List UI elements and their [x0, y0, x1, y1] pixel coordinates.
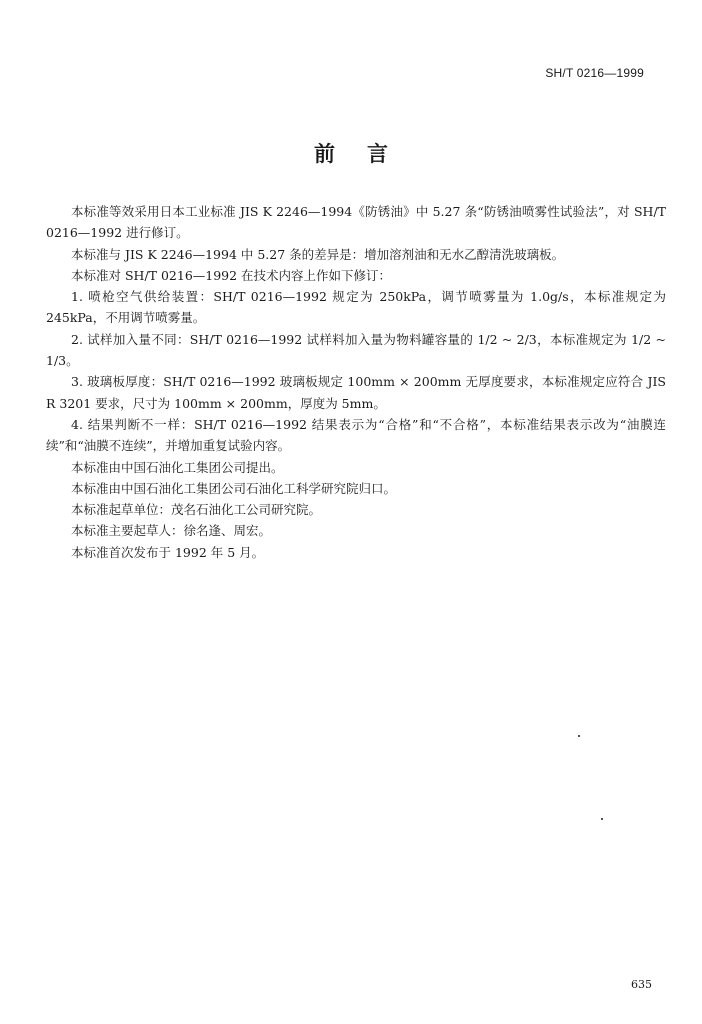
- paragraph-revision-4: 4. 结果判断不一样：SH/T 0216—1992 结果表示为“合格”和“不合格”，本标准结果表示改为“油膜连续”和“油膜不连续”，并增加重复试验内容。: [46, 416, 666, 454]
- paragraph-drafting-unit: 本标准起草单位：茂名石油化工公司研究院。: [71, 502, 322, 518]
- paragraph-first-issue: 本标准首次发布于 1992 年 5 月。: [71, 544, 265, 560]
- foreword-body: [46, 201, 666, 563]
- paragraph-administrator: 本标准由中国石油化工集团公司石油化工科学研究院归口。: [71, 480, 397, 496]
- paragraph-differences: 本标准与 JIS K 2246—1994 中 5.27 条的差异是：增加溶剂油和无水乙醇清洗玻璃板。: [71, 246, 565, 262]
- paragraph-revision-3: 3. 玻璃板厚度：SH/T 0216—1992 玻璃板规定 100mm × 200mm 无厚度要求，本标准规定应符合 JIS R 3201 要求，尺寸为 100mm × 200mm，厚度为 5mm。: [46, 374, 666, 411]
- paragraph-revision-2: 2. 试样加入量不同：SH/T 0216—1992 试样料加入量为物料罐容量的 1/2 ~ 2/3，本标准规定为 1/2 ~ 1/3。: [46, 331, 666, 369]
- paragraph-revision-1: 1. 喷枪空气供给装置：SH/T 0216—1992 规定为 250kPa，调节喷雾量为 1.0g/s，本标准规定为 245kPa，不用调节喷雾量。: [46, 289, 666, 326]
- paragraph-proposer: 本标准由中国石油化工集团公司提出。: [71, 459, 284, 475]
- page-title: 前言: [314, 141, 420, 166]
- page-number: 635: [631, 978, 652, 991]
- standard-code-header: SH/T 0216—1999: [545, 66, 644, 80]
- scan-speck: [601, 818, 603, 820]
- scan-speck: [578, 735, 580, 737]
- paragraph-revisions-lead: 本标准对 SH/T 0216—1992 在技术内容上作如下修订：: [71, 267, 392, 283]
- paragraph-drafters: 本标准主要起草人：徐名逢、周宏。: [71, 523, 272, 539]
- paragraph-intro: 本标准等效采用日本工业标准 JIS K 2246—1994《防锈油》中 5.27 条“防锈油喷雾性试验法”，对 SH/T 0216—1992 进行修订。: [46, 204, 666, 241]
